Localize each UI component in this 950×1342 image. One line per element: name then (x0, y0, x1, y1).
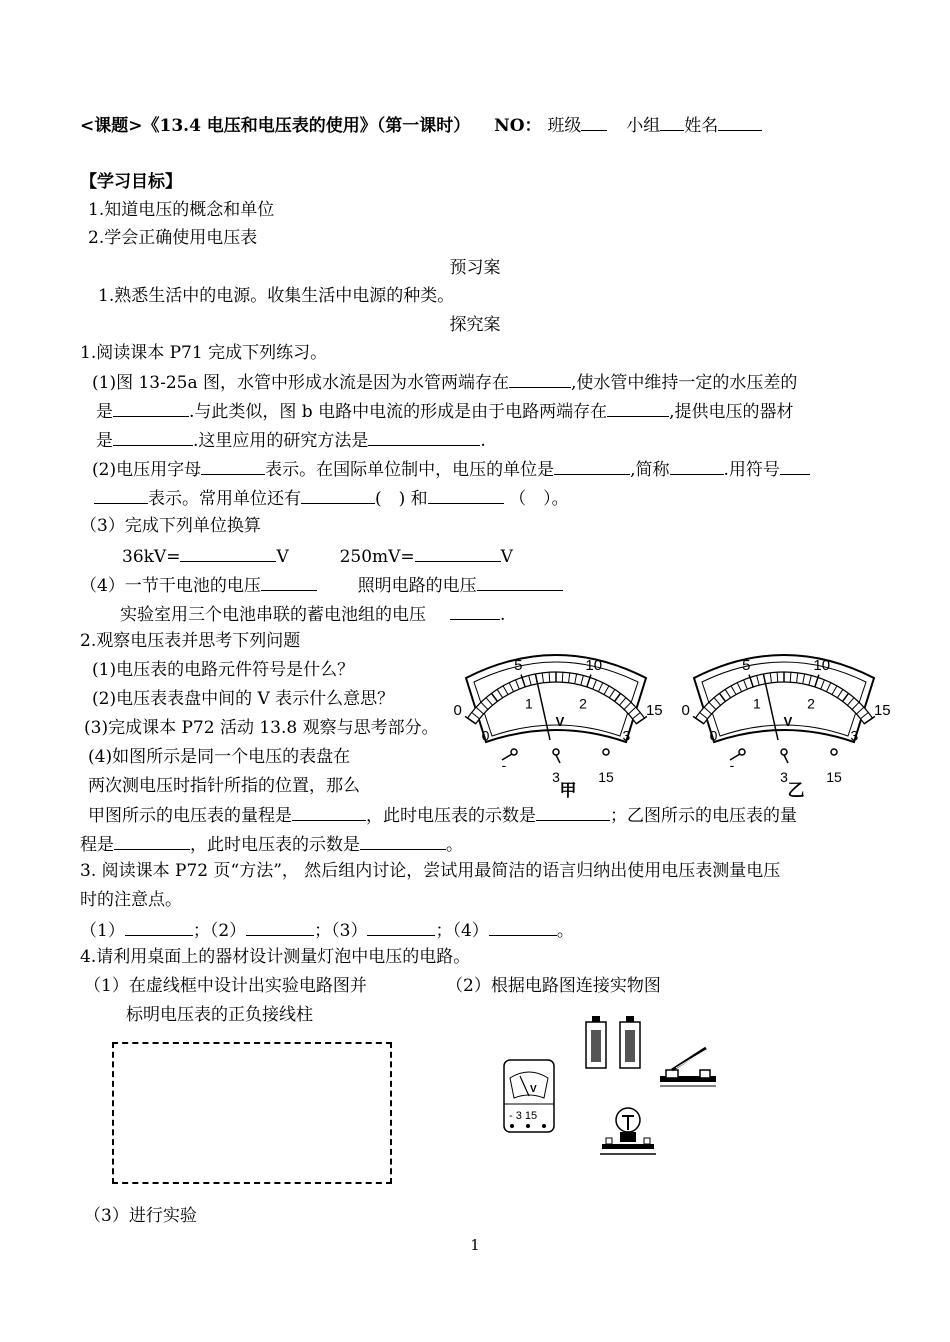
name-label: 姓名 (684, 116, 719, 136)
scale-label-top: 15 (645, 702, 663, 720)
blank-abbr[interactable] (670, 457, 724, 475)
q2-s4-line3: 甲图所示的电压表的量程是 ，此时电压表的示数是 ；乙图所示的电压表的量 (88, 803, 797, 827)
q1-p1-line2: 是 .与此类似，图 b 电路中电流的形成是由于电路两端存在 ,提供电压的器材 (96, 399, 794, 423)
q1-p4-line2: 实验室用三个电池串联的蓄电池组的电压 . (120, 602, 505, 626)
scale-label-bottom: 3 (850, 727, 859, 744)
q1-p3-title: （3）完成下列单位换算 (80, 516, 261, 536)
scale-label-top: 15 (873, 702, 891, 720)
blank-letter[interactable] (201, 457, 265, 475)
q2-s1: (1)电压表的电路元件符号是什么？ (92, 660, 355, 680)
q2-s4-line4: 程是 ，此时电压表的示数是 。 (80, 832, 463, 856)
blank-kv[interactable] (180, 544, 276, 562)
blank-point-4[interactable] (489, 918, 557, 936)
q1-p1-line1: (1)图 13-25a 图，水管中形成水流是因为水管两端存在 ,使水管中维持一定的水压差的 (92, 370, 797, 394)
q1-p2-line2: 表示。常用单位还有 ( ) 和 （ ）。 (94, 486, 569, 510)
explore-heading: 探究案 (449, 315, 501, 335)
unit-label: V (783, 714, 793, 729)
scale-label-top: 0 (453, 702, 462, 720)
q3-answers: （1） ；（2） ；（3） ；（4） 。 (80, 918, 574, 942)
class-blank[interactable] (581, 113, 607, 131)
q3-line1: 3. 阅读课本 P72 页“方法”， 然后组内讨论，尝试用最简洁的语言归纳出使用电压表测量电压 (80, 861, 781, 881)
blank-reading-a[interactable] (536, 803, 610, 821)
preview-item: 1.熟悉生活中的电源。收集生活中电源的种类。 (98, 286, 455, 306)
lesson-title: <课题>《13.4 电压和电压表的使用》（第一课时） (80, 116, 471, 136)
battery-icon (586, 1016, 606, 1068)
blank-voltage[interactable] (607, 399, 669, 417)
terminal-minus: - (729, 757, 735, 773)
q1-p1-line3: 是 .这里应用的研究方法是 . (96, 428, 486, 452)
terminal-minus: - (501, 757, 507, 773)
blank-lighting[interactable] (477, 573, 563, 591)
scale-label-bottom: 0 (481, 727, 490, 744)
circuit-design-box[interactable] (112, 1042, 392, 1184)
class-label: 班级 (547, 116, 582, 136)
page-number: 1 (470, 1236, 480, 1254)
q3-line2: 时的注意点。 (80, 890, 182, 910)
voltmeter-device-icon (504, 1060, 554, 1132)
scale-label-bottom: 2 (807, 695, 815, 712)
terminal-3: 3 (552, 769, 560, 785)
blank-unit-2[interactable] (301, 486, 375, 504)
blank-point-2[interactable] (246, 918, 314, 936)
scale-label-top: 10 (585, 657, 603, 675)
q2-s4-line1: (4)如图所示是同一个电压的表盘在 (88, 747, 351, 767)
scale-label-top: 5 (742, 657, 751, 675)
blank-unit[interactable] (554, 457, 630, 475)
blank-battery[interactable] (261, 573, 317, 591)
blank-range-b[interactable] (114, 832, 190, 850)
bulb-icon (600, 1108, 656, 1154)
blank-point-1[interactable] (125, 918, 193, 936)
q4-title: 4.请利用桌面上的器材设计测量灯泡中电压的电路。 (80, 947, 471, 967)
blank-reading-b[interactable] (360, 832, 446, 850)
scale-label-bottom: 1 (753, 695, 761, 712)
q2-title: 2.观察电压表并思考下列问题 (80, 631, 301, 651)
q1-p2-line1: (2)电压用字母 表示。在国际单位制中，电压的单位是 ,简称 .用符号 (92, 457, 810, 481)
scale-label-bottom: 1 (525, 695, 533, 712)
q4-a1: （1）在虚线框中设计出实验电路图并 (84, 976, 367, 996)
q2-s3: (3)完成课本 P72 活动 13.8 观察与思考部分。 (84, 718, 439, 738)
blank-water-pressure[interactable] (509, 370, 571, 388)
scale-label-top: 5 (514, 657, 523, 675)
no-label: NO： (494, 116, 542, 136)
voltmeter-dial (682, 655, 891, 800)
blank-pump[interactable] (113, 399, 189, 417)
objective-2: 2.学会正确使用电压表 (88, 228, 258, 248)
scale-label-top: 0 (681, 702, 690, 720)
meter-caption-jia: 甲 (559, 781, 577, 800)
q1-p4-line1: （4）一节干电池的电压 照明电路的电压 (80, 573, 563, 597)
preview-heading: 预习案 (449, 258, 501, 278)
scale-label-bottom: 3 (622, 727, 631, 744)
scale-label-bottom: 2 (579, 695, 587, 712)
q1-title: 1.阅读课本 P71 完成下列练习。 (80, 343, 328, 363)
meter-caption-yi: 乙 (787, 781, 805, 800)
name-blank[interactable] (718, 113, 762, 131)
blank-power-source[interactable] (113, 428, 193, 446)
scale-label-bottom: 0 (709, 727, 718, 744)
q4-a2: 标明电压表的正负接线柱 (126, 1005, 313, 1025)
blank-point-3[interactable] (367, 918, 435, 936)
voltmeter-dial (454, 655, 663, 800)
terminal-15: 15 (598, 769, 614, 785)
group-blank[interactable] (660, 113, 684, 131)
blank-battery-pack[interactable] (450, 602, 500, 620)
q1-p3-conversions: 36kV= V 250mV= V (122, 544, 513, 568)
blank-symbol-b[interactable] (94, 486, 148, 504)
apparatus-figure (500, 1012, 730, 1162)
group-label: 小组 (626, 116, 661, 136)
terminal-15: 15 (826, 769, 842, 785)
blank-unit-3[interactable] (428, 486, 504, 504)
device-unit-label: V (530, 1084, 537, 1095)
switch-icon (660, 1048, 716, 1086)
battery-icon (620, 1016, 640, 1068)
q4-c: （3）进行实验 (84, 1206, 197, 1226)
q4-b: （2）根据电路图连接实物图 (446, 976, 661, 996)
device-terminals-label: - 3 15 (509, 1110, 538, 1122)
unit-label: V (555, 714, 565, 729)
page-title (80, 113, 762, 137)
blank-range-a[interactable] (292, 803, 366, 821)
scale-label-top: 10 (813, 657, 831, 675)
q2-s2: (2)电压表表盘中间的 V 表示什么意思？ (92, 689, 395, 709)
blank-mv[interactable] (415, 544, 501, 562)
blank-method[interactable] (368, 428, 480, 446)
objective-1: 1.知道电压的概念和单位 (88, 200, 275, 220)
objectives-heading: 【学习目标】 (80, 172, 182, 192)
voltmeter-figures (450, 630, 930, 800)
q2-s4-line2: 两次测电压时指针所指的位置，那么 (88, 776, 360, 796)
blank-symbol-a[interactable] (780, 457, 810, 475)
terminal-3: 3 (780, 769, 788, 785)
